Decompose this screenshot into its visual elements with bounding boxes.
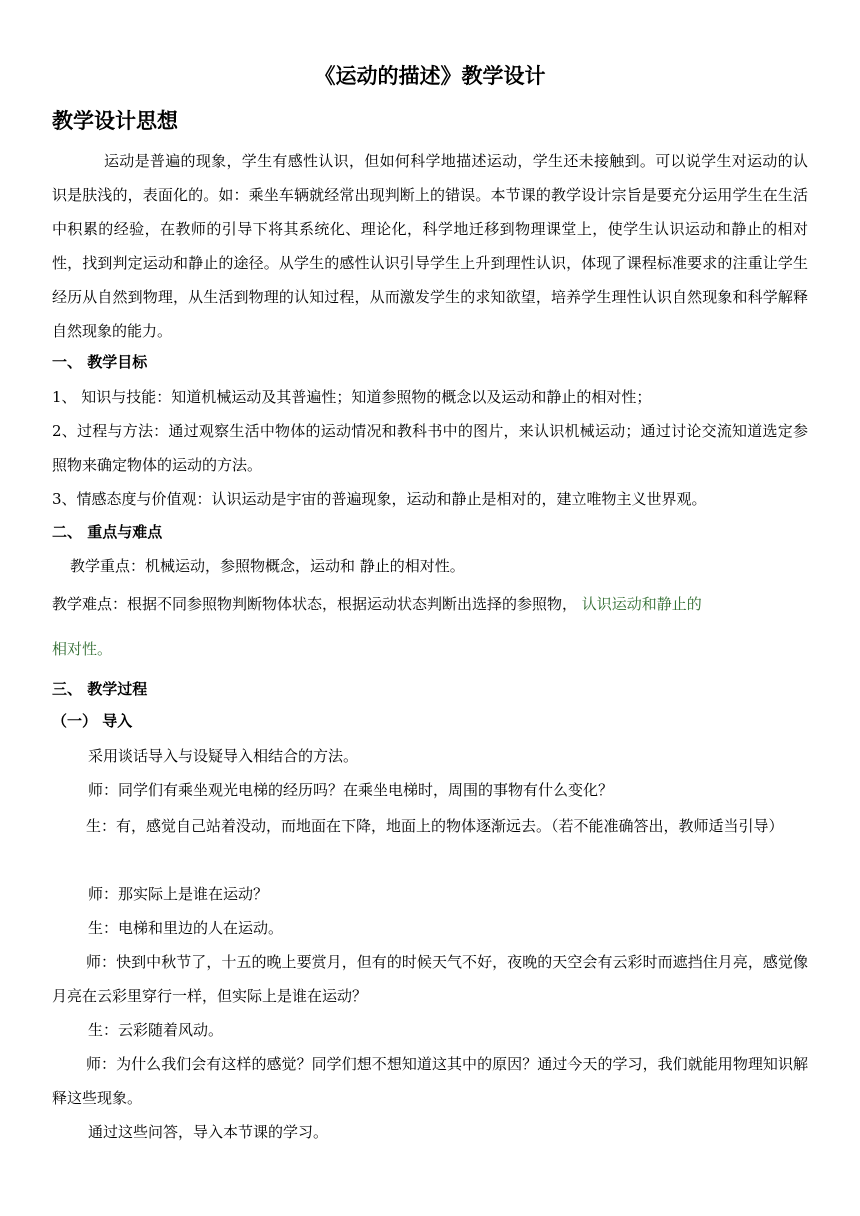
- design-heading: 教学设计思想: [52, 108, 178, 133]
- difficulty-highlight-continued: 相对性。: [52, 640, 113, 658]
- process-line: 生：有，感觉自己站着没动，而地面在下降，地面上的物体逐渐远去。（若不能准确答出，教师适当引导）: [86, 817, 784, 835]
- document-title: 《运动的描述》教学设计: [314, 63, 546, 88]
- process-line: 生：云彩随着风动。: [88, 1021, 224, 1039]
- process-line: 师：那实际上是谁在运动？: [88, 885, 269, 903]
- process-line: 生：电梯和里边的人在运动。: [88, 919, 284, 937]
- difficulty-highlight: 认识运动和静止的: [581, 595, 702, 613]
- process-line: 通过这些问答，导入本节课的学习。: [88, 1123, 329, 1141]
- process-heading: 三、 教学过程: [52, 680, 148, 698]
- teaching-focus: 教学重点：机械运动，参照物概念，运动和 静止的相对性。: [70, 557, 465, 575]
- objective-item-3: 3、情感态度与价值观：认识运动是宇宙的普遍现象，运动和静止是相对的，建立唯物主义世界观。: [52, 490, 707, 508]
- key-points-heading: 二、 重点与难点: [52, 523, 163, 541]
- process-line: 师：为什么我们会有这样的感觉？同学们想不想知道这其中的原因？通过今天的学习，我们就能用物理知识解释这些现象。: [52, 1055, 808, 1107]
- process-line: 采用谈话导入与设疑导入相结合的方法。: [88, 747, 359, 765]
- teaching-difficulty: [52, 587, 702, 621]
- design-paragraph: 运动是普遍的现象，学生有感性认识，但如何科学地描述运动，学生还未接触到。可以说学生对运动的认识是肤浅的，表面化的。如：乘坐车辆就经常出现判断上的错误。本节课的教学设计宗旨是要充分运用学生在生活中积累的经验，在教师的引导下将其系统化、理论化，科学地迁移到物理课堂上，使学生认识运动和静止的相对性，找到判定运动和静止的途径。从学生的感性认识引导学生上升到理性认识，体现了课程标准要求的注重让学生经历从自然到物理，从生活到物理的认知过程，从而激发学生的求知欲望，培养学生理性认识自然现象和科学解释自然现象的能力。: [52, 152, 808, 340]
- process-line: 师：快到中秋节了，十五的晚上要赏月，但有的时候天气不好，夜晚的天空会有云彩时而遮挡住月亮，感觉像月亮在云彩里穿行一样，但实际上是谁在运动？: [52, 953, 808, 1005]
- process-line: 师：同学们有乘坐观光电梯的经历吗？在乘坐电梯时，周围的事物有什么变化？: [88, 781, 614, 799]
- difficulty-text: 教学难点：根据不同参照物判断物体状态，根据运动状态判断出选择的参照物，: [52, 595, 578, 613]
- objective-item-2: 2、过程与方法：通过观察生活中物体的运动情况和教科书中的图片，来认识机械运动；通过讨论交流知道选定参照物来确定物体的运动的方法。: [52, 422, 808, 474]
- objectives-heading: 一、 教学目标: [52, 353, 148, 371]
- objective-item-1: 1、 知识与技能：知道机械运动及其普遍性；知道参照物的概念以及运动和静止的相对性；: [52, 388, 652, 406]
- intro-sub-heading: （一） 导入: [52, 712, 133, 730]
